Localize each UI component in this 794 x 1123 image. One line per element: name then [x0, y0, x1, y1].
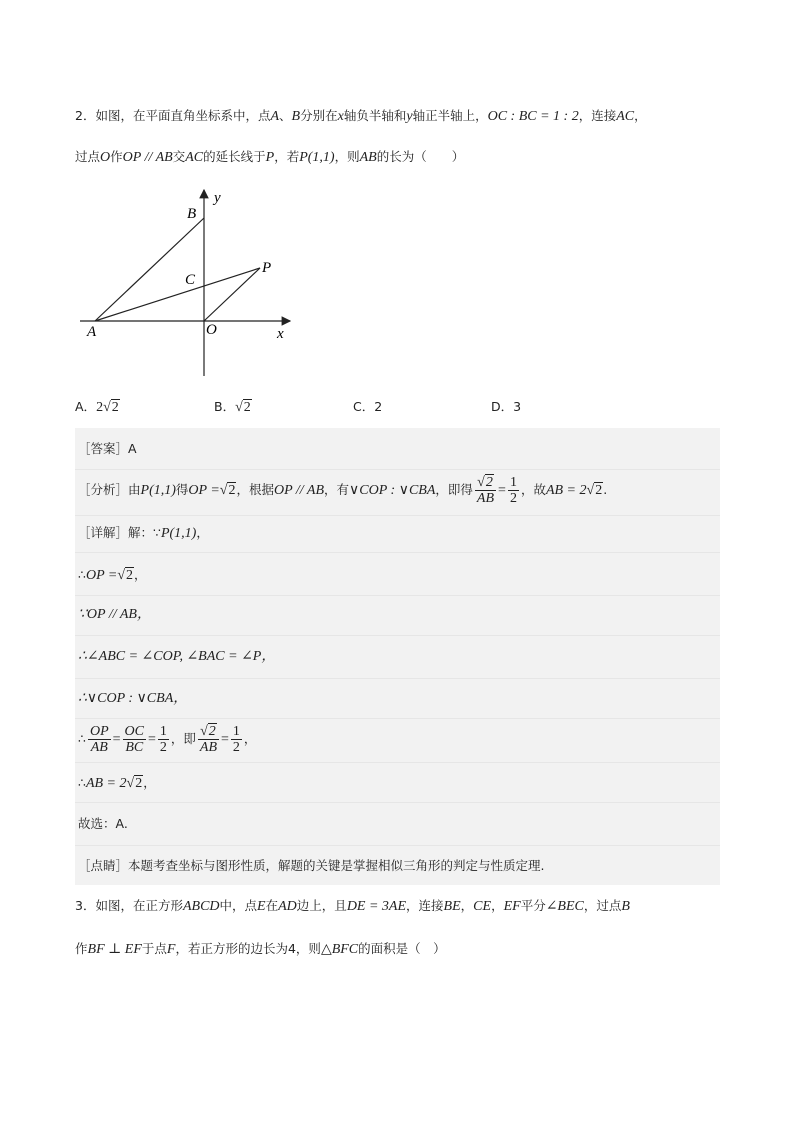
q2-line-1: 2．如图，在平面直角坐标系中，点A、B分别在x轴负半轴和y轴正半轴上，OC : BC = 1 : 2，连接AC，	[75, 108, 647, 124]
q3-line-2: 作BF ⊥ EF于点F，若正方形的边长为4，则△BFC的面积是（ ）	[75, 941, 446, 957]
q3-line-1: 3．如图，在正方形ABCD中，点E在AD边上，且DE = 3AE，连接BE，CE，EF平分∠BEC，过点B	[75, 898, 630, 914]
detail-header: ［详解］解：∵P(1,1)，	[78, 525, 209, 541]
coordinate-figure	[75, 180, 305, 385]
step-6: ∴AB = 2√2，	[78, 775, 156, 791]
q2-line-2: 过点O作OP // AB交AC的延长线于P，若P(1,1)，则AB的长为（ ）	[75, 149, 465, 165]
divider	[75, 552, 720, 553]
label-A: A	[87, 324, 97, 340]
label-C: C	[185, 272, 196, 288]
option-a: A．2√2	[75, 399, 119, 415]
choose-line: 故选：A.	[78, 816, 128, 831]
segment-AB	[95, 218, 204, 321]
label-O: O	[206, 322, 217, 338]
divider	[75, 678, 720, 679]
label-x: x	[277, 326, 284, 342]
comment-line: ［点睛］本题考查坐标与图形性质，解题的关键是掌握相似三角形的判定与性质定理.	[78, 858, 545, 873]
segment-OP	[204, 268, 260, 321]
step-4: ∴∨COP : ∨CBA，	[78, 691, 188, 706]
divider	[75, 515, 720, 516]
label-P: P	[262, 260, 272, 276]
divider	[75, 469, 720, 470]
option-c: C．2	[353, 399, 383, 414]
divider	[75, 845, 720, 846]
label-y: y	[214, 190, 221, 206]
step-1: ∴OP =√2，	[78, 567, 147, 583]
divider	[75, 802, 720, 803]
step-5: ∴ $\frac{OP}{AB}$ = $\frac{OC}{BC}$ = $\frac{1}{2}$ ，即 $\frac{√2}{AB}$ = $\frac{1}{2}$ ，	[78, 724, 257, 755]
analysis-line: ［分析］由P(1,1)得OP =√2，根据OP // AB，有∨COP : ∨CBA，即得 $\frac{√2}{AB}$ = $\frac{1}{2}$ ，故AB = 2√2.	[78, 475, 608, 506]
divider	[75, 762, 720, 763]
divider	[75, 595, 720, 596]
step-3: ∴∠ABC = ∠COP, ∠BAC = ∠P，	[78, 649, 276, 664]
option-d: D．3	[491, 399, 522, 414]
step-2: ∵OP // AB，	[78, 607, 151, 622]
label-B: B	[187, 206, 197, 222]
option-b: B．√2	[214, 399, 251, 415]
divider	[75, 635, 720, 636]
answer-line: ［答案］A	[78, 441, 137, 456]
divider	[75, 718, 720, 719]
segment-AP	[95, 268, 260, 321]
